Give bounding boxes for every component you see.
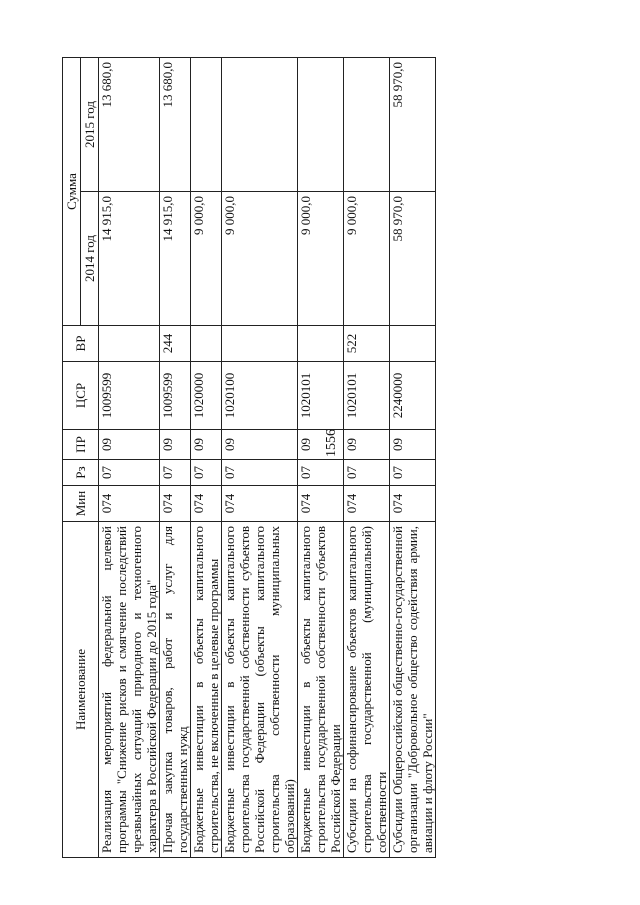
header-vr: ВР (63, 326, 99, 362)
row-sum-2014: 9 000,0 (298, 192, 344, 326)
row-min: 074 (298, 486, 344, 522)
row-csr: 1020101 (344, 362, 390, 430)
row-sum-2014: 14 915,0 (99, 192, 160, 326)
header-min: Мин (63, 486, 99, 522)
row-rz: 07 (344, 460, 390, 486)
header-row-top (63, 58, 81, 858)
row-pr: 09 (222, 430, 298, 460)
row-min: 074 (390, 486, 436, 522)
row-rz: 07 (191, 460, 222, 486)
row-sum-2014: 58 970,0 (390, 192, 436, 326)
row-rz: 07 (390, 460, 436, 486)
row-sum-2015 (298, 58, 344, 192)
header-year-2015: 2015 год (81, 58, 99, 192)
row-sum-2014: 9 000,0 (191, 192, 222, 326)
row-name: Бюджетные инвестиции в объекты капитального строительства, не включенные в целевые программы (191, 522, 222, 858)
row-pr: 09 (99, 430, 160, 460)
row-sum-2015: 13 680,0 (160, 58, 191, 192)
header-year-2014: 2014 год (81, 192, 99, 326)
row-vr (191, 326, 222, 362)
row-vr (298, 326, 344, 362)
row-name: Бюджетные инвестиции в объекты капитального строительства государственной собственности субъектов Российской Федерации (объекты капитального строительства собственности муниципальных образований) (222, 522, 298, 858)
header-csr: ЦСР (63, 362, 99, 430)
header-rz: Рз (63, 460, 99, 486)
table-row (390, 58, 436, 858)
row-sum-2015: 13 680,0 (99, 58, 160, 192)
row-vr (222, 326, 298, 362)
table-row (344, 58, 390, 858)
row-vr: 244 (160, 326, 191, 362)
row-sum-2014: 14 915,0 (160, 192, 191, 326)
header-name: Наименование (63, 522, 99, 858)
row-pr: 09 (344, 430, 390, 460)
row-pr: 09 (298, 430, 344, 460)
header-pr: ПР (63, 430, 99, 460)
row-sum-2014: 9 000,0 (222, 192, 298, 326)
row-vr (99, 326, 160, 362)
row-csr: 1020101 (298, 362, 344, 430)
row-csr: 1009599 (160, 362, 191, 430)
row-csr: 1020000 (191, 362, 222, 430)
row-min: 074 (344, 486, 390, 522)
row-name: Реализация мероприятий федеральной целевой программы "Снижение рисков и смягчение последствий чрезвычайных ситуаций природного и техногенного характера в Российской Федерации до 2015 года" (99, 522, 160, 858)
row-vr (390, 326, 436, 362)
row-rz: 07 (99, 460, 160, 486)
row-pr: 09 (160, 430, 191, 460)
row-rz: 07 (222, 460, 298, 486)
row-rz: 07 (298, 460, 344, 486)
row-min: 074 (222, 486, 298, 522)
row-sum-2015 (344, 58, 390, 192)
row-csr: 1009599 (99, 362, 160, 430)
table-row (298, 58, 344, 858)
row-min: 074 (99, 486, 160, 522)
table-row (191, 58, 222, 858)
row-name: Субсидии на софинансирование объектов капитального строительства государственной (муниципальной) собственности (344, 522, 390, 858)
row-min: 074 (160, 486, 191, 522)
row-name: Бюджетные инвестиции в объекты капитального строительства государственной собственности субъектов Российской Федерации (298, 522, 344, 858)
row-csr: 1020100 (222, 362, 298, 430)
row-vr: 522 (344, 326, 390, 362)
page-number: 1556 (324, 429, 339, 457)
row-pr: 09 (191, 430, 222, 460)
row-sum-2015 (222, 58, 298, 192)
row-csr: 2240000 (390, 362, 436, 430)
table-row (222, 58, 298, 858)
row-min: 074 (191, 486, 222, 522)
header-sum: Сумма (63, 58, 81, 326)
row-sum-2014: 9 000,0 (344, 192, 390, 326)
row-pr: 09 (390, 430, 436, 460)
row-name: Субсидии Общероссийской общественно-государственной организации "Добровольное общество содействия армии, авиации и флоту России" (390, 522, 436, 858)
row-sum-2015 (191, 58, 222, 192)
row-rz: 07 (160, 460, 191, 486)
table-row (160, 58, 191, 858)
table-row (99, 58, 160, 858)
row-name: Прочая закупка товаров, работ и услуг для государственных нужд (160, 522, 191, 858)
budget-table (62, 57, 436, 858)
row-sum-2015: 58 970,0 (390, 58, 436, 192)
